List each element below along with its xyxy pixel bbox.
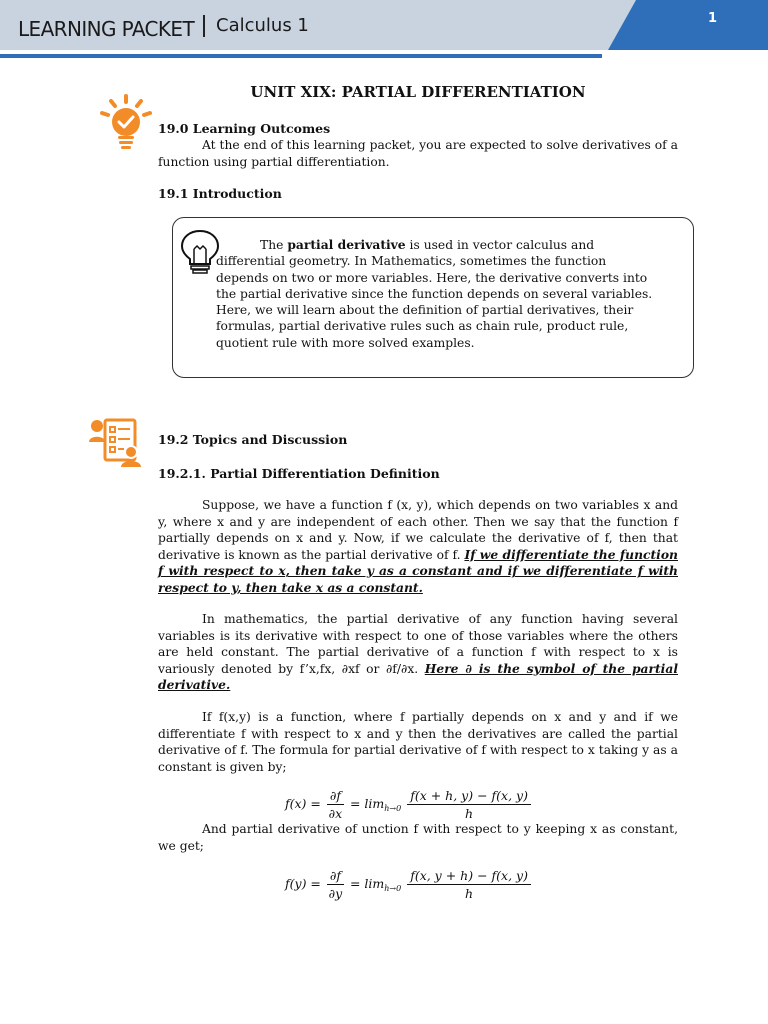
formula-x-lhs: f(x) =	[285, 796, 321, 811]
outcomes-body: At the end of this learning packet, you are expected to solve derivatives of a function using partial differentiation.	[158, 138, 678, 169]
formula-x-lim: = lim	[349, 796, 385, 811]
topics-subheading: 19.2.1. Partial Differentiation Definition	[158, 466, 440, 481]
formula-y-dnum: ∂f	[327, 868, 344, 885]
formula-x-dnum: ∂f	[327, 788, 344, 805]
introduction-body: is used in vector calculus and differential geometry. In Mathematics, sometimes the function depends on two or more variables. Here, the derivative converts into the partial derivative since the function depends on several variables. Here, we will learn about the definition of partial derivatives, their formulas, partial derivative rules such as chain rule, product rule, quotient rule with more solved examples.	[216, 238, 653, 350]
page-number: 1	[708, 11, 718, 26]
outcomes-heading: 19.0 Learning Outcomes	[158, 121, 331, 136]
paragraph-y-intro	[158, 821, 678, 854]
formula-y-num: f(x, y + h) − f(x, y)	[407, 868, 531, 885]
formula-x-num: f(x + h, y) − f(x, y)	[407, 788, 531, 805]
formula-x-limsub: h→0	[384, 804, 402, 813]
formula-partial-x	[285, 788, 533, 821]
introduction-term: partial derivative	[287, 237, 406, 252]
formula-x-derivative	[327, 788, 344, 821]
introduction-text	[216, 237, 656, 351]
course-title: Calculus 1	[216, 15, 309, 36]
unit-title: UNIT XIX: PARTIAL DIFFERENTIATION	[250, 83, 586, 101]
header-accent	[608, 0, 768, 50]
paragraph-definition-text: Suppose, we have a function f (x, y), which depends on two variables x and y, where x and y are independent of each other. Then we say that the function f partially depends on x and y. Now, if we calculate the derivative of f, then that derivative is known as the partial derivative of f.	[158, 498, 678, 562]
topics-heading: 19.2 Topics and Discussion	[158, 432, 348, 447]
header-separator	[203, 15, 205, 37]
introduction-heading: 19.1 Introduction	[158, 186, 282, 201]
paragraph-notation-emphasis: Here ∂ is the symbol of the partial derivative.	[158, 660, 678, 693]
packet-label: LEARNING PACKET	[18, 17, 195, 41]
formula-y-limsub: h→0	[384, 884, 402, 893]
paragraph-notation-text: In mathematics, the partial derivative of any function having several variables is its derivative with respect to one of those variables where the others are held constant. The partial derivative of a function f with respect to x is variously denoted by f’x,fx, ∂xf or ∂f/∂x.	[158, 612, 678, 676]
paragraph-definition-emphasis: If we differentiate the function f with respect to x, then take y as a constant and if we differentiate f with respect to y, then take x as a constant.	[158, 546, 678, 595]
paragraph-notation	[158, 611, 678, 694]
formula-y-dden: ∂y	[328, 886, 343, 901]
formula-y-den: h	[465, 886, 474, 901]
formula-y-lim: = lim	[349, 876, 385, 891]
formula-y-derivative	[327, 868, 344, 901]
introduction-lead: The	[260, 238, 288, 252]
paragraph-formula-intro	[158, 709, 678, 775]
outcomes-text	[158, 137, 678, 170]
paragraph-definition	[158, 497, 678, 597]
lightbulb-check-icon	[97, 93, 155, 153]
formula-y-quotient	[407, 868, 531, 901]
formula-x-den: h	[465, 806, 474, 821]
formula-y-lhs: f(y) =	[285, 876, 321, 891]
checklist-person-icon	[88, 416, 142, 468]
paragraph-formula-intro-text: If f(x,y) is a function, where f partially depends on x and y and if we differentiate f with respect to x and y then the derivatives are called the partial derivative of f. The formula for partial derivative of f with respect to x taking y as a constant is given by;	[158, 710, 678, 774]
formula-x-dden: ∂x	[328, 806, 343, 821]
paragraph-y-intro-text: And partial derivative of unction f with respect to y keeping x as constant, we get;	[158, 822, 678, 853]
formula-partial-y	[285, 868, 533, 901]
header-underline	[0, 54, 602, 58]
formula-x-quotient	[407, 788, 531, 821]
